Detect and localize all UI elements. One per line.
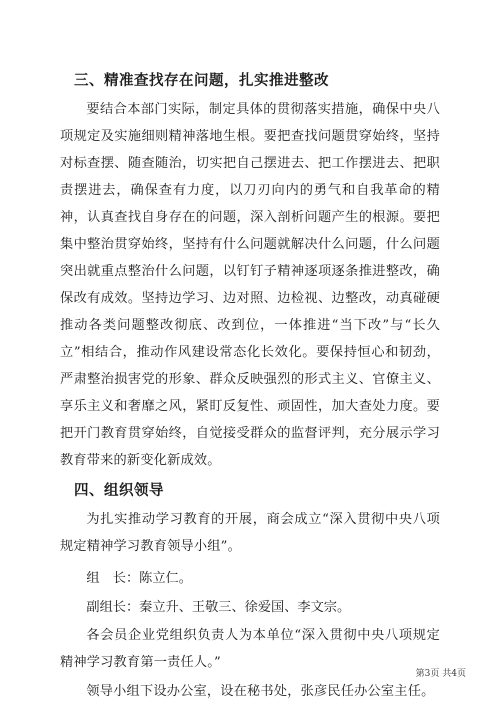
section-3-paragraph: 要结合本部门实际，制定具体的贯彻落实措施，确保中央八项规定及实施细则精神落地生根。要把查找问题贯穿始终，坚持对标查摆、随查随治，切实把自己摆进去、把工作摆进去、把职责摆进去，确保查有力度，以刀刃向内的勇气和自我革命的精神，认真查找自身存在的问题，深入剖析问题产生的根源。要把集中整治贯穿始终，坚持有什么问题就解决什么问题，什么问题突出就重点整治什么问题，以钉钉子精神逐项逐条推进整改，确保改有成效。坚持边学习、边对照、边检视、边整改，动真碰硬推动各类问题整改彻底、改到位，一体推进“当下改”与“长久立”相结合，推动作风建设常态化长效化。要保持恒心和韧劲，严肃整治损害党的形象、群众反映强烈的形式主义、官僚主义、享乐主义和奢靡之风，紧盯反复性、顽固性，加大查处力度。要把开门教育贯穿始终，自觉接受群众的监督评判，充分展示学习教育带来的新变化新成效。 — [60, 102, 440, 468]
section-4-intro: 为扎实推动学习教育的开展，商会成立“深入贯彻中央八项规定精神学习教育领导小组”。 — [60, 512, 440, 554]
section-4-heading: 四、组织领导 — [74, 483, 164, 499]
responsibility-paragraph: 各会员企业党组织负责人为本单位“深入贯彻中央八项规定精神学习教育第一责任人。” — [60, 628, 440, 670]
office-paragraph: 领导小组下设办公室，设在秘书处，张彦民任办公室主任。 — [86, 684, 435, 699]
deputy-leaders: 副组长：秦立升、王敬三、徐爱国、李文宗。 — [86, 600, 351, 615]
section-3-heading: 三、精准查找存在问题，扎实推进整改 — [74, 73, 329, 89]
page-number: 第3页 共4页 — [415, 669, 466, 679]
group-leader: 组 长：陈立仁。 — [86, 571, 192, 586]
